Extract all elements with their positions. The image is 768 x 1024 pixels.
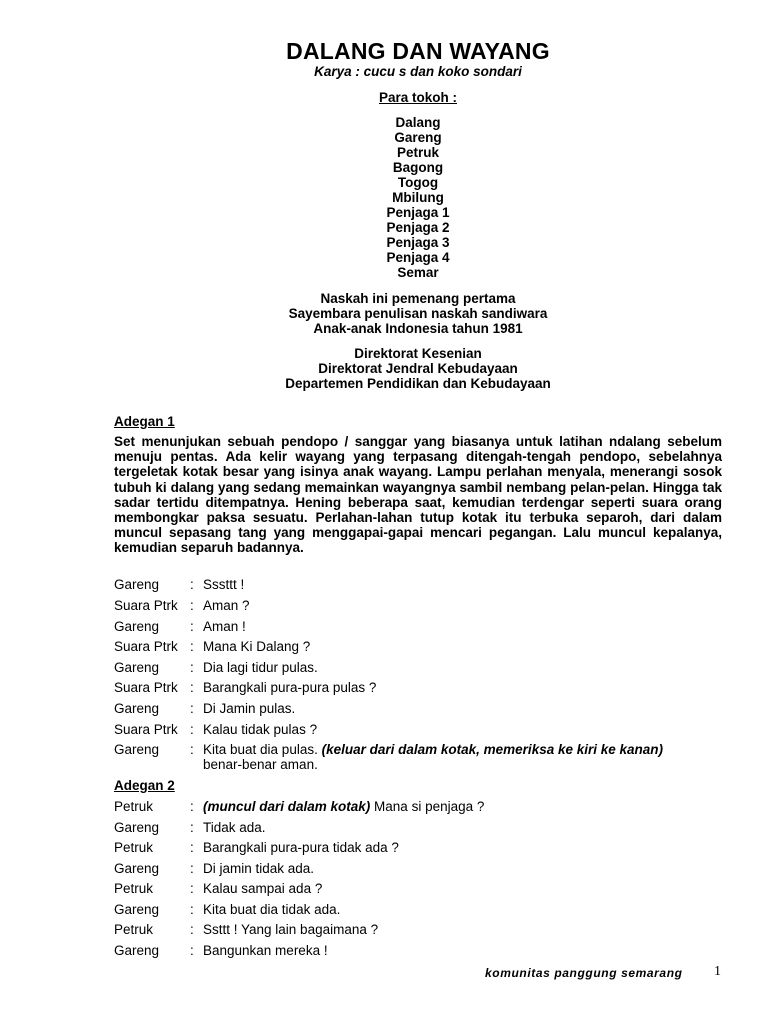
dialogue-text: Kalau sampai ada ? — [203, 881, 323, 896]
award-note-line: Anak-anak Indonesia tahun 1981 — [313, 321, 523, 336]
colon: : — [190, 680, 194, 695]
dialogue-text: Tidak ada. — [203, 820, 266, 835]
dialogue-text: Barangkali pura-pura tidak ada ? — [203, 840, 399, 855]
colon: : — [190, 902, 194, 917]
character-item: Penjaga 1 — [386, 205, 450, 220]
footer-text: komunitas panggung semarang — [485, 966, 683, 980]
stage-direction: (muncul dari dalam kotak) — [203, 799, 371, 814]
award-note — [0, 291, 768, 336]
character-item: Mbilung — [392, 190, 444, 205]
dialogue-text: Mana Ki Dalang ? — [203, 639, 311, 654]
colon: : — [190, 639, 194, 654]
speaker-name: Petruk — [114, 840, 154, 855]
colon: : — [190, 701, 194, 716]
speaker-name: Gareng — [114, 619, 160, 634]
award-note-line: Sayembara penulisan naskah sandiwara — [288, 306, 548, 321]
speaker-name: Petruk — [114, 922, 154, 937]
dialogue-text-part: Kita buat dia pulas. — [203, 742, 322, 757]
speaker-name: Petruk — [114, 881, 154, 896]
colon: : — [190, 820, 194, 835]
speaker-name: Petruk — [114, 799, 154, 814]
dialogue-text: Sssttt ! — [203, 577, 245, 592]
colon: : — [190, 619, 194, 634]
speaker-name: Gareng — [114, 902, 160, 917]
colon: : — [190, 660, 194, 675]
scene-2-heading: Adegan 2 — [114, 778, 175, 793]
dialogue-text: Di Jamin pulas. — [203, 701, 296, 716]
dialogue-text: Bangunkan mereka ! — [203, 943, 328, 958]
speaker-name: Suara Ptrk — [114, 722, 178, 737]
character-item: Penjaga 3 — [386, 235, 450, 250]
character-item: Penjaga 4 — [386, 250, 450, 265]
dialogue-text-part: Mana si penjaga ? — [370, 799, 485, 814]
speaker-name: Gareng — [114, 943, 160, 958]
dialogue-text: Di jamin tidak ada. — [203, 861, 315, 876]
dialogue-text: Kita buat dia tidak ada. — [203, 902, 341, 917]
character-item: Dalang — [395, 115, 441, 130]
author-line: Karya : cucu s dan koko sondari — [314, 64, 522, 79]
page-number: 1 — [714, 964, 721, 979]
speaker-name: Gareng — [114, 577, 160, 592]
institution-note — [0, 346, 768, 391]
colon: : — [190, 943, 194, 958]
colon: : — [190, 799, 194, 814]
colon: : — [190, 598, 194, 613]
colon: : — [190, 861, 194, 876]
stage-direction: (keluar dari dalam kotak, memeriksa ke kiri ke kanan) — [321, 742, 664, 757]
speaker-name: Gareng — [114, 742, 160, 757]
award-note-line: Naskah ini pemenang pertama — [320, 291, 516, 306]
colon: : — [190, 840, 194, 855]
character-item: Togog — [397, 175, 439, 190]
scene-1-description: Set menunjukan sebuah pendopo / sanggar yang biasanya untuk latihan ndalang sebelum menuju pentas. Ada kelir wayang yang terpasang ditengah-tengah pendopo, sebelahnya tergeletak kotak besar yang isinya anak wayang. Lampu perlahan menyala, menerangi sosok tubuh ki dalang yang sedang memainkan wayangnya sambil nembang pelan-pelan. Hingga tak sadar tertidu ditempatnya. Hening beberapa saat, kemudian terdengar seperti suara orang membongkar paksa sesuatu. Perlahan-lahan tutup kotak itu terbuka separoh, dari dalam muncul sepasang tang yang menggapai-gapai mencari pegangan. Lalu muncul kepalanya, kemudian separuh badannya. — [114, 434, 722, 556]
colon: : — [190, 922, 194, 937]
colon: : — [190, 722, 194, 737]
institution-line: Departemen Pendidikan dan Kebudayaan — [285, 376, 551, 391]
para-tokoh-heading: Para tokoh : — [378, 90, 457, 105]
speaker-name: Suara Ptrk — [114, 680, 178, 695]
character-item: Semar — [397, 265, 439, 280]
dialogue-text-part: benar-benar aman. — [203, 757, 318, 772]
colon: : — [190, 577, 194, 592]
dialogue-text: Aman ? — [203, 598, 250, 613]
dialogue-text — [203, 742, 728, 772]
dialogue-text: Aman ! — [203, 619, 246, 634]
dialogue-text: Kalau tidak pulas ? — [203, 722, 318, 737]
character-item: Petruk — [396, 145, 440, 160]
character-item: Bagong — [392, 160, 444, 175]
colon: : — [190, 881, 194, 896]
institution-line: Direktorat Jendral Kebudayaan — [318, 361, 518, 376]
speaker-name: Suara Ptrk — [114, 598, 178, 613]
character-item: Penjaga 2 — [386, 220, 450, 235]
speaker-name: Gareng — [114, 820, 160, 835]
character-list — [0, 115, 768, 280]
speaker-name: Gareng — [114, 701, 160, 716]
document-title: DALANG DAN WAYANG — [286, 38, 550, 64]
dialogue-text — [203, 799, 728, 814]
dialogue-text: Dia lagi tidur pulas. — [203, 660, 318, 675]
institution-line: Direktorat Kesenian — [354, 346, 482, 361]
dialogue-text: Barangkali pura-pura pulas ? — [203, 680, 377, 695]
speaker-name: Gareng — [114, 660, 160, 675]
colon: : — [190, 742, 194, 757]
speaker-name: Suara Ptrk — [114, 639, 178, 654]
dialogue-text: Ssttt ! Yang lain bagaimana ? — [203, 922, 379, 937]
scene-1-heading: Adegan 1 — [114, 414, 175, 429]
speaker-name: Gareng — [114, 861, 160, 876]
character-item: Gareng — [394, 130, 442, 145]
